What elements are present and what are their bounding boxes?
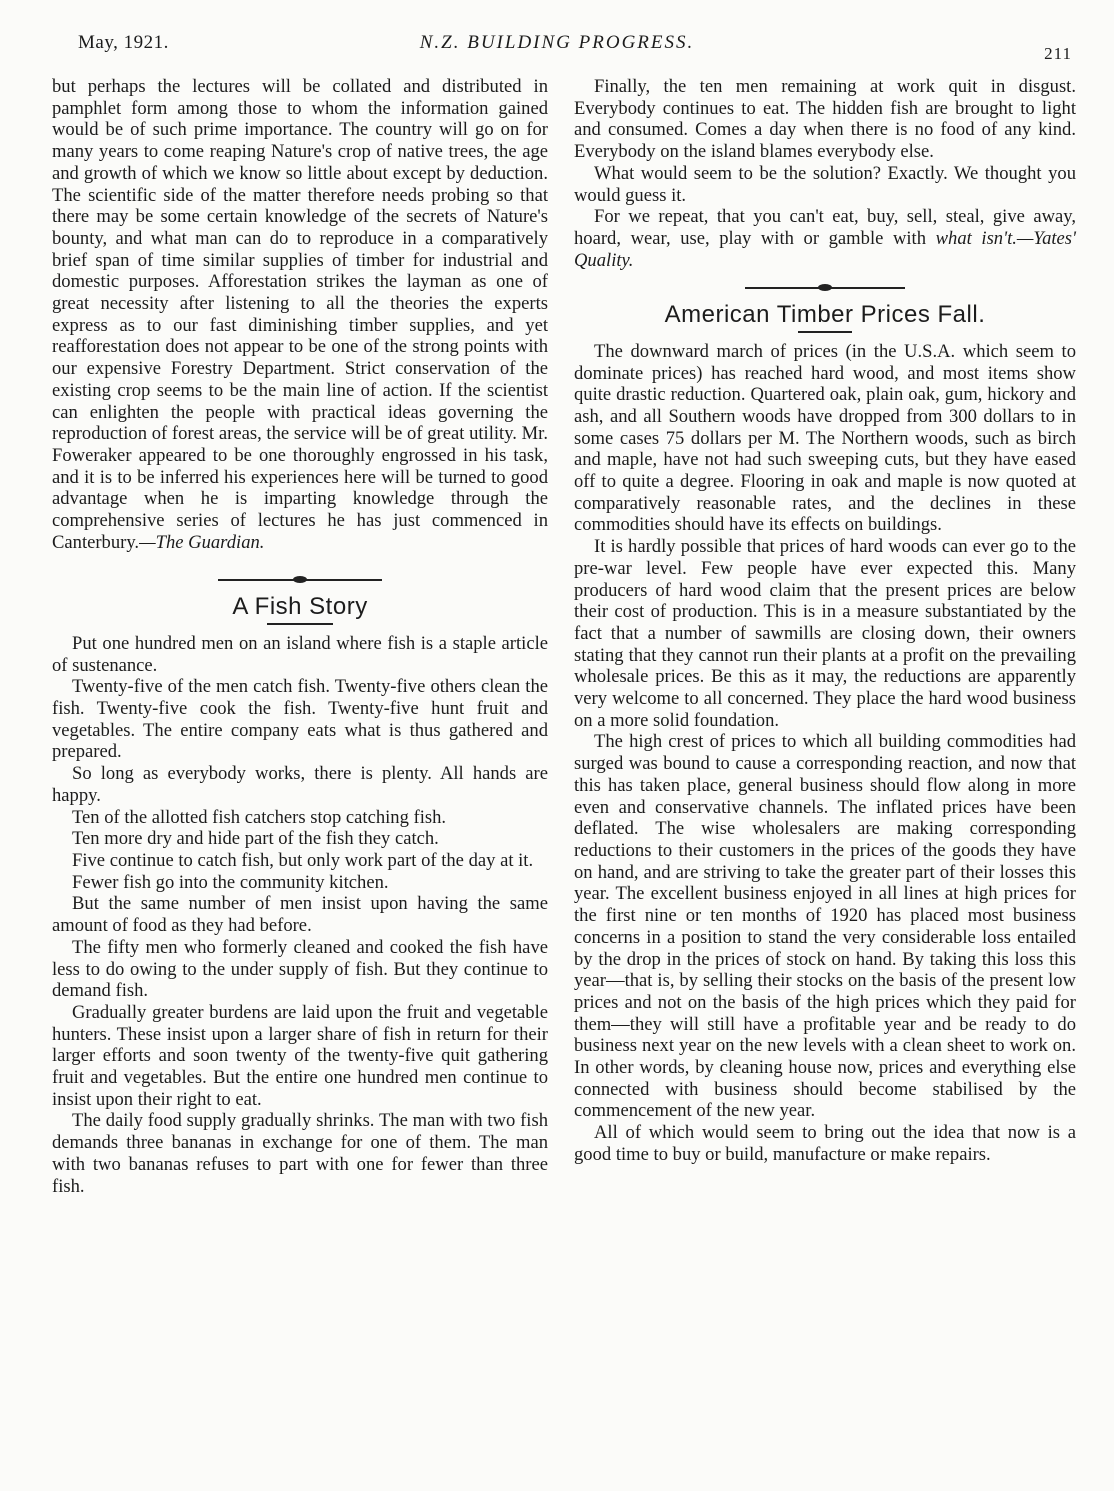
fish-story-paragraph: Twenty-five of the men catch fish. Twenty-five others clean the fish. Twenty-five cook the fish. Twenty-five hunt fruit and vegetables. The entire company eats what is thus gathered and prepared. xyxy=(52,676,548,763)
timber-article-paragraph: The high crest of prices to which all building commodities had surged was bound to cause a corresponding reaction, and now that this has taken place, general business should flow along in more even and conservative channels. The inflated prices have been deflated. The wise wholesalers are making corresponding reductions to their customers in the prices of the goods they have on hand, and are striving to take the greater part of their losses this year. The excellent business enjoyed in all lines at high prices for the first nine or ten months of 1920 has placed most business concerns in a position to stand the very considerable loss entailed by the drop in the prices of stock on hand. By taking this loss this year—that is, by selling their stocks on the basis of the present low prices and not on the basis of the high prices which they paid for them—they will still have a profitable year and be ready to do business next year on the new levels with a clean sheet to work on. In other words, by cleaning house now, prices and everything else connected with business should become stabilised by the commencement of the new year. xyxy=(574,731,1076,1122)
section-divider xyxy=(218,573,382,587)
fish-story-paragraph: Finally, the ten men remaining at work quit in disgust. Everybody continues to eat. The hidden fish are brought to light and consumed. Comes a day when there is no food of any kind. Everybody on the island blames everybody else. xyxy=(574,76,1076,163)
fish-story-paragraph: But the same number of men insist upon having the same amount of food as they had before. xyxy=(52,893,548,937)
fish-story-heading: A Fish Story xyxy=(232,593,368,621)
publication-title: N.Z. BUILDING PROGRESS. xyxy=(419,32,695,53)
fish-story-paragraph: Fewer fish go into the community kitchen. xyxy=(72,871,389,893)
page-number: 211 xyxy=(1044,44,1072,63)
heading-rule xyxy=(267,623,333,625)
continuation-text: but perhaps the lectures will be collated and distributed in pamphlet form among those to whom the information gained would be of such prime importance. The country will go on for many years to come reaping Nature's crop of native trees, the age and growth of which we know so little about except by deduction. The scientific side of the matter therefore needs probing so that there may be some certain knowledge of the secrets of Nature's bounty, and what man can do to reproduce in a comparatively brief span of time similar supplies of timber for industrial and domestic purposes. Afforestation strikes the layman as one of great necessity after listening to all the theories the experts express as to our fast diminishing timber supplies, and yet reafforestation does not appear to be one of the strong points with our expensive Forestry Department. Strict conservation of the existing crop seems to be the main line of action. If the scientist can enlighten the people with practical ideas governing the reproduction of forest areas, the service will be of great utility. Mr. Foweraker appeared to be one thoroughly engrossed in his task, and it is to be inferred his experiences here will be turned to good advantage when he is imparting knowledge through the comprehensive series of lectures he has just commenced in Canterbury. xyxy=(52,76,548,553)
left-column xyxy=(52,76,548,1197)
closing-text: For we repeat, that you can't eat, buy, sell, steal, give away, hoard, wear, use, play with or gamble with xyxy=(574,206,1076,249)
fish-story-paragraph: Put one hundred men on an island where fish is a staple article of sustenance. xyxy=(52,632,548,676)
section-divider xyxy=(745,281,905,295)
fish-story-closing xyxy=(574,206,1076,271)
running-head xyxy=(0,32,1114,62)
source-credit: what isn't.—Yates' Quality. xyxy=(574,227,1076,271)
fish-story-paragraph: Ten more dry and hide part of the fish they catch. xyxy=(72,828,439,850)
timber-article-paragraph: It is hardly possible that prices of hard woods can ever go to the pre-war level. Few people have ever expected this. Many producers of hard wood claim that the present prices are below their cost of production. This is in a measure substantiated by the fact that a number of sawmills are closing down, their owners stating that they cannot run their plants at a profit on the prevailing wholesale prices. Be this as it may, the reductions are apparently very welcome to all concerned. They place the hard wood business on a more solid foundation. xyxy=(574,536,1076,731)
forestry-article-continuation xyxy=(52,76,548,553)
heading-rule xyxy=(798,331,852,333)
fish-story-paragraph: Five continue to catch fish, but only work part of the day at it. xyxy=(72,850,534,871)
source-credit: —The Guardian. xyxy=(139,531,265,553)
fish-story-paragraph: The daily food supply gradually shrinks. The man with two fish demands three bananas in exchange for one of them. The man with two bananas refuses to part with one for fewer than three fish. xyxy=(52,1110,548,1197)
fish-story-paragraph: So long as everybody works, there is plenty. All hands are happy. xyxy=(52,763,548,806)
fish-story-paragraph: The fifty men who formerly cleaned and cooked the fish have less to do owing to the under supply of fish. But they continue to demand fish. xyxy=(52,936,548,1002)
issue-date: May, 1921. xyxy=(78,32,169,53)
timber-article-heading: American Timber Prices Fall. xyxy=(664,301,986,329)
fish-story-paragraph: What would seem to be the solution? Exactly. We thought you would guess it. xyxy=(574,162,1076,206)
fish-story-paragraph: Gradually greater burdens are laid upon the fruit and vegetable hunters. These insist upon a larger share of fish in return for their larger efforts and soon twenty of the twenty-five quit gathering fruit and vegetables. But the entire one hundred men continue to insist upon their right to eat. xyxy=(52,1001,548,1110)
timber-article-paragraph: All of which would seem to bring out the idea that now is a good time to buy or build, manufacture or make repairs. xyxy=(574,1122,1076,1165)
right-column xyxy=(574,76,1076,1166)
timber-article-paragraph: The downward march of prices (in the U.S.A. which seem to dominate prices) has reached hard wood, and most items show quite drastic reduction. Quartered oak, plain oak, gum, hickory and ash, and all Southern woods have dropped from 300 dollars to in some cases 75 dollars per M. The Northern woods, such as birch and maple, have not had such sweeping cuts, but they have eased off to quite a degree. Flooring in oak and maple is now quoted at comparatively reasonable rates, and the declines in these commodities should have its effects on buildings. xyxy=(574,340,1076,536)
fish-story-paragraph: Ten of the allotted fish catchers stop catching fish. xyxy=(72,806,447,828)
